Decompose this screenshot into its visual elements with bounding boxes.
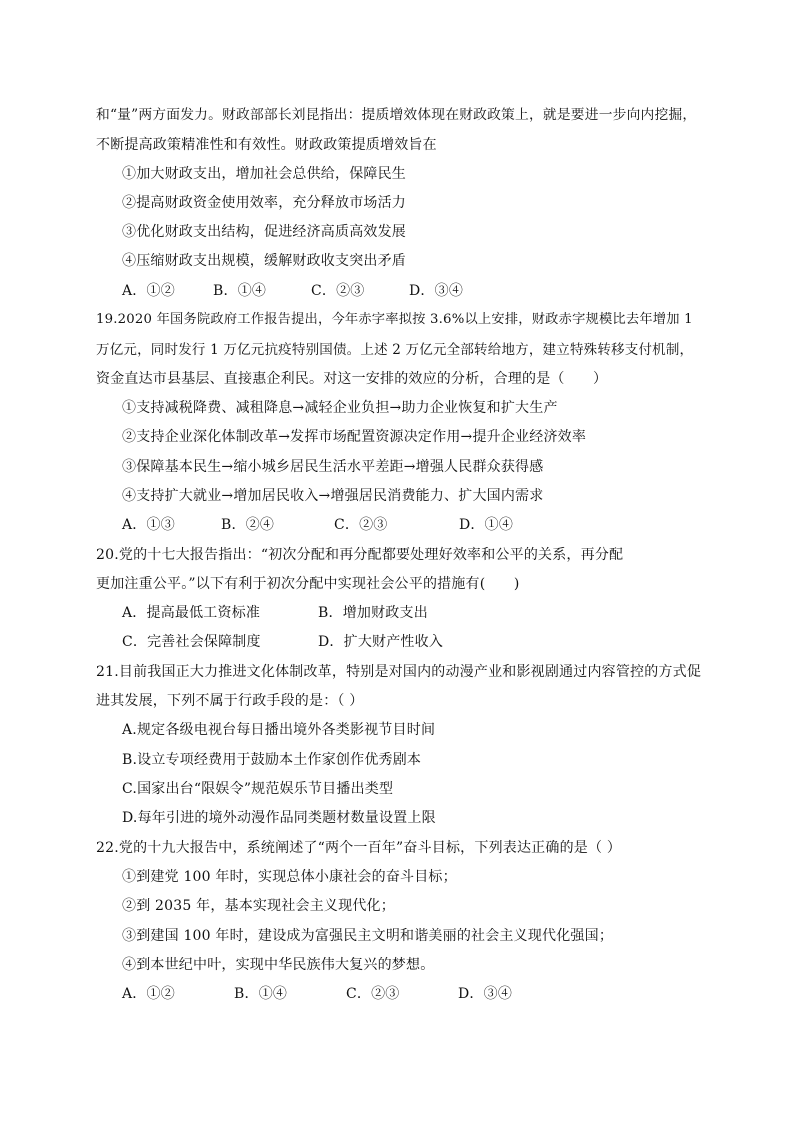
q19-stem-line-1: 19.2020 年国务院政府工作报告提出，今年赤字率拟按 3.6%以上安排，财政赤字规模比去年增加 1 — [96, 312, 693, 327]
q19-item-3: ③保障基本民生→缩小城乡居民生活水平差距→增强人民群众获得感 — [122, 459, 544, 475]
q21-option-c: C.国家出台“限娱令”规范娱乐节目播出类型 — [122, 781, 394, 797]
q19-option-a: A．①③ — [122, 517, 175, 533]
q19-stem-line-2: 万亿元，同时发行 1 万亿元抗疫特别国债。上述 2 万亿元全部转给地方，建立特殊转移支付机制， — [96, 342, 694, 358]
q20-option-b: B．增加财政支出 — [318, 605, 428, 621]
q18-item-4: ④压缩财政支出规模，缓解财政收支突出矛盾 — [122, 253, 406, 269]
q20-stem-line-2: 更加注重公平。”以下有利于初次分配中实现社会公平的措施有( ) — [96, 576, 520, 592]
q21-stem-line-2: 进其发展，下列不属于行政手段的是：（ ） — [96, 693, 364, 709]
q19-option-c: C．②③ — [334, 517, 388, 533]
q18-option-c: C．②③ — [311, 283, 365, 299]
q20-option-a: A．提高最低工资标准 — [122, 605, 261, 621]
q19-option-d: D．①④ — [459, 517, 514, 533]
q21-option-d: D.每年引进的境外动漫作品同类题材数量设置上限 — [122, 810, 436, 826]
q18-stem-line-2: 不断提高政策精准性和有效性。财政政策提质增效旨在 — [96, 137, 437, 153]
q22-option-d: D．③④ — [458, 986, 513, 1002]
q21-option-a: A.规定各级电视台每日播出境外各类影视节目时间 — [122, 722, 436, 738]
q22-option-b: B．①④ — [234, 986, 288, 1002]
q18-item-1: ①加大财政支出，增加社会总供给，保障民生 — [122, 166, 406, 182]
q22-item-4: ④到本世纪中叶，实现中华民族伟大复兴的梦想。 — [122, 957, 435, 973]
q19-item-1: ①支持减税降费、减租降息→减轻企业负担→助力企业恢复和扩大生产 — [122, 400, 558, 416]
q20-stem-line-1: 20.党的十七大报告指出：“初次分配和再分配都要处理好效率和公平的关系，再分配 — [96, 547, 624, 563]
q19-item-4: ④支持扩大就业→增加居民收入→增强居民消费能力、扩大国内需求 — [122, 488, 544, 504]
q18-item-3: ③优化财政支出结构，促进经济高质高效发展 — [122, 224, 406, 240]
q22-item-1: ①到建党 100 年时，实现总体小康社会的奋斗目标； — [122, 869, 457, 885]
q19-option-b: B．②④ — [221, 517, 275, 533]
q21-option-b: B.设立专项经费用于鼓励本土作家创作优秀剧本 — [122, 752, 422, 768]
q22-option-a: A．①② — [122, 986, 175, 1002]
q18-item-2: ②提高财政资金使用效率，充分释放市场活力 — [122, 195, 406, 211]
q18-option-d: D．③④ — [409, 283, 464, 299]
q22-stem-line-1: 22.党的十九大报告中，系统阐述了“两个一百年”奋斗目标，下列表达正确的是（ ） — [96, 840, 622, 856]
q22-item-3: ③到建国 100 年时，建设成为富强民主文明和谐美丽的社会主义现代化强国； — [122, 928, 614, 944]
q22-option-c: C．②③ — [346, 986, 400, 1002]
q19-stem-line-3: 资金直达市县基层、直接惠企利民。对这一安排的效应的分析，合理的是（ ） — [96, 371, 608, 387]
q19-item-2: ②支持企业深化体制改革→发挥市场配置资源决定作用→提升企业经济效率 — [122, 429, 587, 445]
q20-option-d: D．扩大财产性收入 — [318, 634, 444, 650]
q18-option-a: A．①② — [122, 283, 175, 299]
q18-stem-line-1: 和“量”两方面发力。财政部部长刘昆指出：提质增效体现在财政政策上，就是要进一步向内挖掘， — [96, 107, 697, 123]
q22-item-2: ②到 2035 年，基本实现社会主义现代化； — [122, 898, 395, 914]
q18-option-b: B．①④ — [213, 283, 267, 299]
q21-stem-line-1: 21.目前我国正大力推进文化体制改革，特别是对国内的动漫产业和影视剧通过内容管控的方式促 — [96, 664, 702, 680]
q20-option-c: C．完善社会保障制度 — [122, 634, 261, 650]
